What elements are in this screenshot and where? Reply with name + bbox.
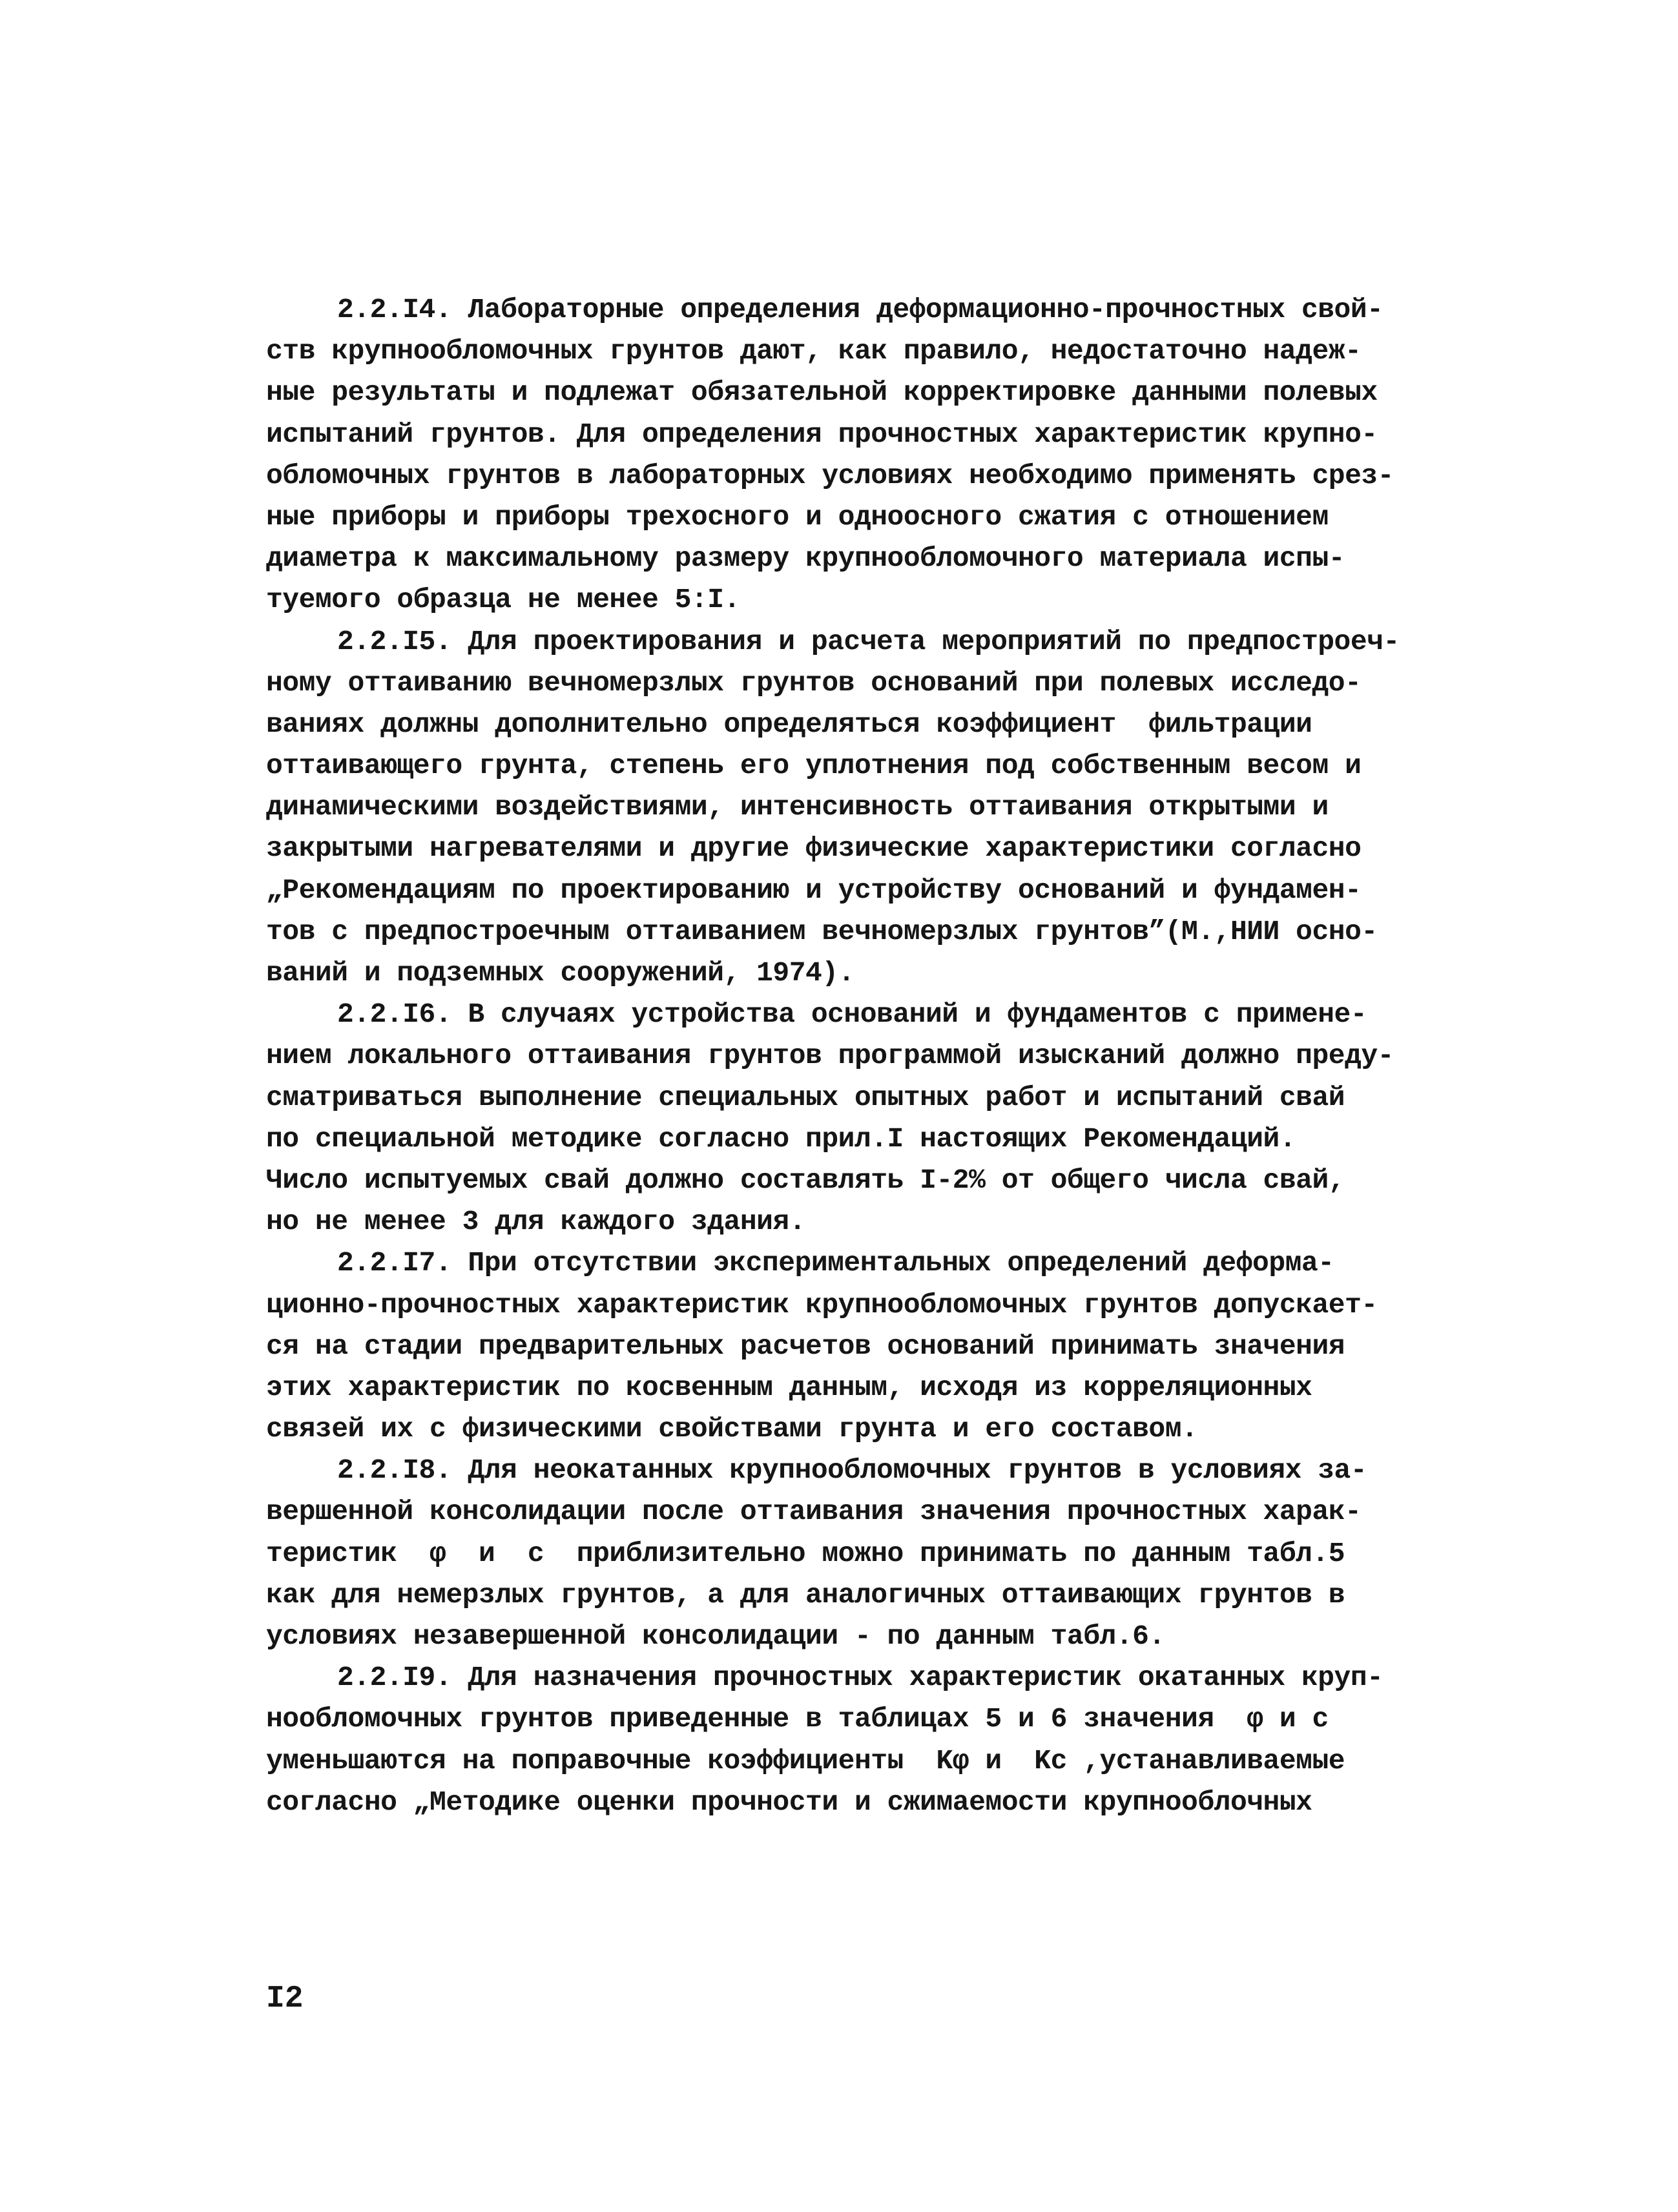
text-line: „Рекомендациям по проектированию и устройству оснований и фундамен- — [266, 874, 1362, 906]
text-line: ные результаты и подлежат обязательной корректировке данными полевых — [266, 377, 1378, 409]
paragraph-2-2-16 — [266, 994, 1416, 1243]
text-line: 2.2.I9. Для назначения прочностных характеристик окатанных круп- — [337, 1662, 1383, 1694]
paragraph-2-2-19 — [266, 1657, 1416, 1823]
text-line: 2.2.I8. Для неокатанных крупнообломочных грунтов в условиях за- — [337, 1454, 1367, 1487]
text-line: этих характеристик по косвенным данным, исходя из корреляционных — [266, 1371, 1312, 1403]
text-line: 2.2.I4. Лабораторные определения деформационно-прочностных свой- — [337, 294, 1383, 326]
text-line: закрытыми нагревателями и другие физические характеристики согласно — [266, 832, 1362, 865]
text-line: Число испытуемых свай должно составлять I-2% от общего числа свай, — [266, 1164, 1345, 1196]
text-line: динамическими воздействиями, интенсивность оттаивания открытыми и — [266, 791, 1329, 823]
text-line: оттаивающего грунта, степень его уплотнения под собственным весом и — [266, 750, 1362, 782]
text-line: нообломочных грунтов приведенные в таблицах 5 и 6 значения φ и c — [266, 1703, 1329, 1735]
paragraph-2-2-15 — [266, 621, 1416, 995]
text-line: обломочных грунтов в лабораторных условиях необходимо применять срез- — [266, 459, 1394, 491]
text-line: ваний и подземных сооружений, 1974). — [266, 957, 855, 989]
text-line: уменьшаются на поправочные коэффициенты Kφ и Kc ,устанавливаемые — [266, 1744, 1345, 1777]
text-line: ционно-прочностных характеристик крупнообломочных грунтов допускает- — [266, 1288, 1378, 1321]
text-line: как для немерзлых грунтов, а для аналогичных оттаивающих грунтов в — [266, 1578, 1345, 1611]
text-line: вершенной консолидации после оттаивания значения прочностных харак- — [266, 1496, 1362, 1528]
text-line: по специальной методике согласно прил.I настоящих Рекомендаций. — [266, 1122, 1296, 1155]
text-line: связей их с физическими свойствами грунта и его составом. — [266, 1413, 1198, 1445]
text-line: ные приборы и приборы трехосного и одноосного сжатия с отношением — [266, 501, 1329, 533]
text-line: ств крупнообломочных грунтов дают, как правило, недостаточно надеж- — [266, 335, 1362, 367]
body-text — [266, 289, 1416, 1823]
text-line: туемого образца не менее 5:I. — [266, 584, 740, 616]
paragraph-2-2-14 — [266, 289, 1416, 621]
page-number: I2 — [266, 1981, 304, 2016]
paragraph-2-2-18 — [266, 1450, 1416, 1657]
text-line: ваниях должны дополнительно определяться коэффициент фильтрации — [266, 708, 1312, 740]
text-line: нием локального оттаивания грунтов программой изысканий должно преду- — [266, 1040, 1394, 1072]
text-line: испытаний грунтов. Для определения прочностных характеристик крупно- — [266, 418, 1378, 450]
text-line: сматриваться выполнение специальных опытных работ и испытаний свай — [266, 1081, 1345, 1113]
text-line: теристик φ и c приблизительно можно принимать по данным табл.5 — [266, 1537, 1345, 1569]
text-line: условиях незавершенной консолидации - по данным табл.6. — [266, 1620, 1165, 1652]
text-line: но не менее 3 для каждого здания. — [266, 1206, 806, 1238]
text-line: 2.2.I7. При отсутствии экспериментальных определений деформа- — [337, 1247, 1334, 1279]
text-line: диаметра к максимальному размеру крупнообломочного материала испы- — [266, 543, 1345, 575]
text-line: ся на стадии предварительных расчетов оснований принимать значения — [266, 1330, 1345, 1362]
paragraph-2-2-17 — [266, 1243, 1416, 1450]
text-line: тов с предпостроечным оттаиванием вечномерзлых грунтов”(М.,НИИ осно- — [266, 915, 1378, 947]
text-line: ному оттаиванию вечномерзлых грунтов оснований при полевых исследо- — [266, 667, 1362, 699]
text-line: 2.2.I6. В случаях устройства оснований и фундаментов с примене- — [337, 998, 1367, 1031]
text-line: согласно „Методике оценки прочности и сжимаемости крупнооблочных — [266, 1786, 1312, 1818]
text-line: 2.2.I5. Для проектирования и расчета мероприятий по предпостроеч- — [337, 625, 1400, 657]
